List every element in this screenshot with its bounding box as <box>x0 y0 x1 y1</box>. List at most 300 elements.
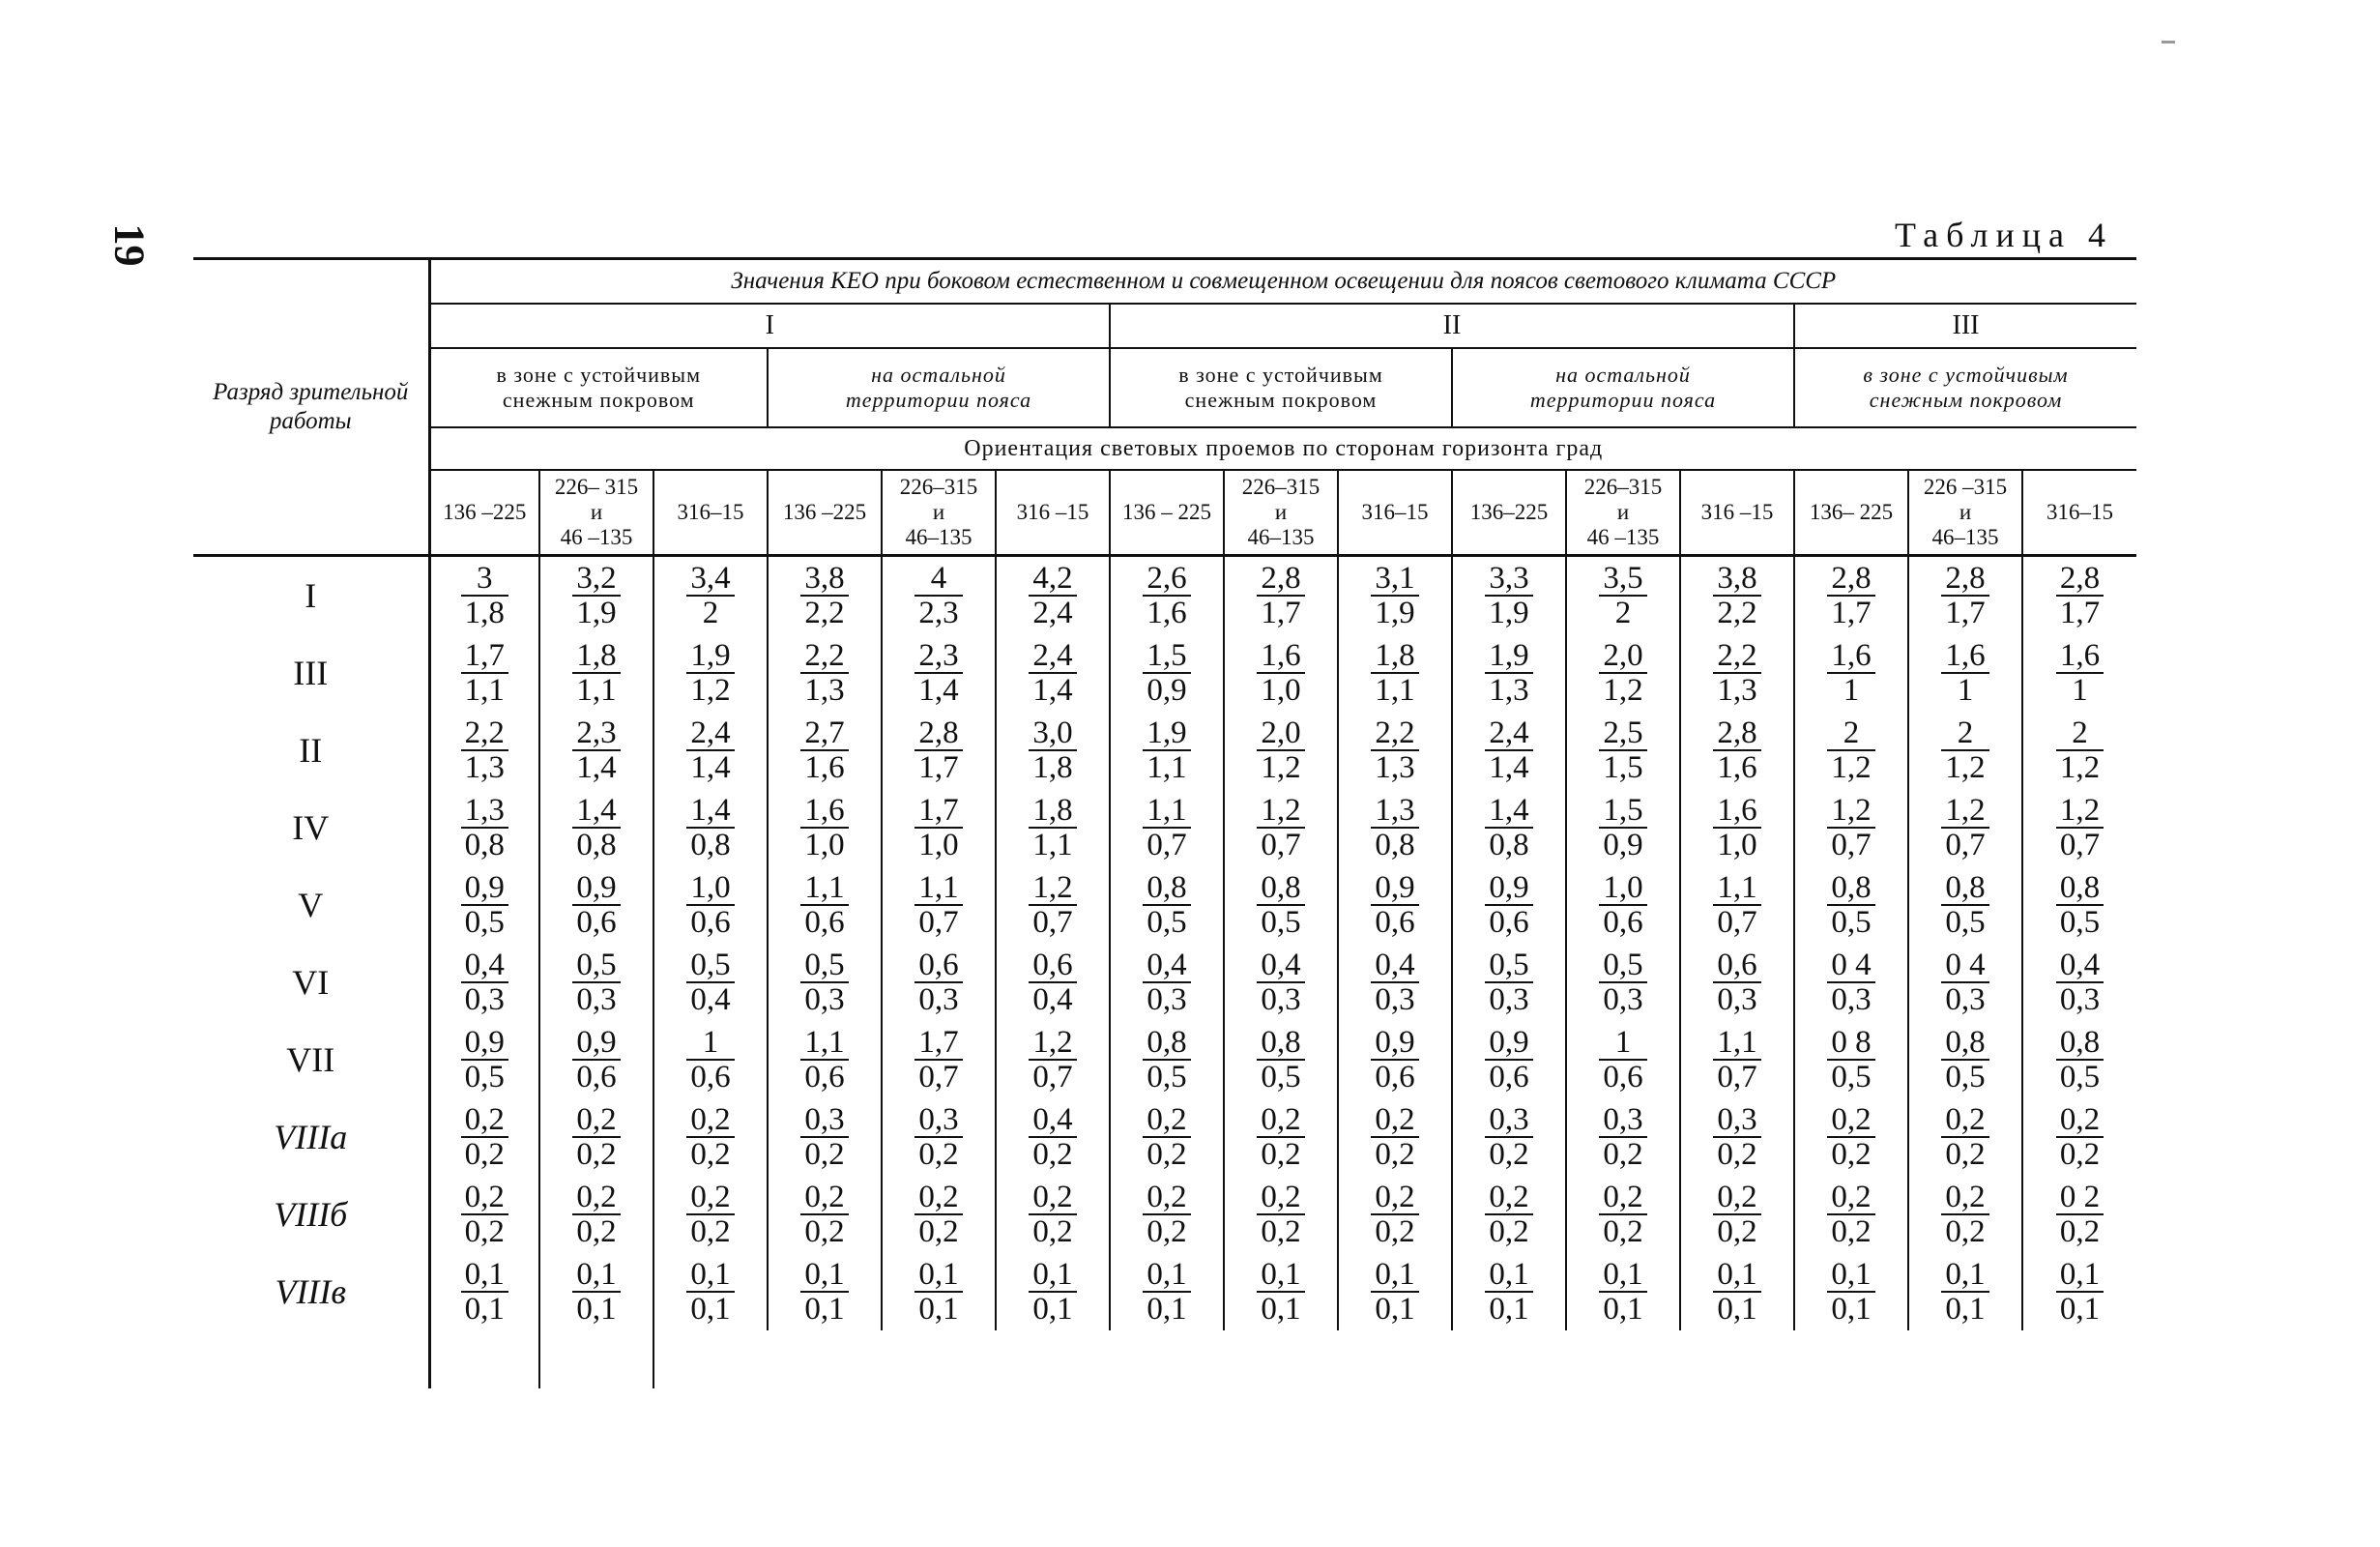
fraction <box>1029 716 1076 784</box>
fraction-numerator: 0,2 <box>1713 1181 1760 1215</box>
fraction <box>1827 1181 1874 1248</box>
fraction <box>461 1181 508 1248</box>
row-header: Разряд зрительной работы <box>193 259 429 556</box>
fraction-numerator: 1,0 <box>1599 871 1646 906</box>
fraction <box>1713 1103 1760 1171</box>
fraction <box>1143 1103 1190 1171</box>
fraction-denominator: 0,2 <box>1603 1137 1643 1172</box>
fraction-denominator: 0,8 <box>1375 828 1415 862</box>
grade-label: I <box>305 576 317 615</box>
fraction-denominator: 0,1 <box>1261 1292 1301 1327</box>
fraction-numerator: 1,6 <box>1941 639 1988 674</box>
fraction-numerator: 0,2 <box>572 1181 620 1215</box>
fraction-numerator: 0,2 <box>1941 1103 1988 1138</box>
keo-value <box>768 1098 882 1176</box>
fraction <box>686 716 734 784</box>
fraction-numerator: 3,8 <box>1713 562 1760 597</box>
keo-value <box>653 634 768 712</box>
keo-value <box>882 634 996 712</box>
table-row <box>193 1098 2136 1176</box>
keo-value <box>1680 944 1794 1021</box>
fraction <box>1143 871 1190 939</box>
fraction <box>2056 794 2104 861</box>
fraction-numerator: 0,5 <box>1599 949 1646 983</box>
fraction-denominator: 0,1 <box>690 1292 731 1327</box>
fraction <box>1599 871 1646 939</box>
fraction-denominator: 0,2 <box>1146 1137 1187 1172</box>
fraction <box>1599 1258 1646 1326</box>
fraction <box>1257 1181 1304 1248</box>
fraction-denominator: 0,1 <box>1032 1292 1073 1327</box>
fraction <box>1143 1026 1190 1094</box>
fraction <box>572 1103 620 1171</box>
fraction-denominator: 0,5 <box>1945 1060 1986 1095</box>
fraction-numerator: 0,2 <box>914 1181 962 1215</box>
fraction-denominator: 0,1 <box>1375 1292 1415 1327</box>
fraction-denominator: 0,1 <box>1603 1292 1643 1327</box>
fraction-numerator: 2 <box>1941 716 1988 751</box>
fraction <box>1029 1181 1076 1248</box>
keo-value <box>1908 712 2022 789</box>
keo-value <box>1908 556 2022 635</box>
keo-value <box>429 1176 539 1253</box>
fraction <box>2056 639 2104 707</box>
fraction-denominator: 0,7 <box>1717 1060 1757 1095</box>
fraction-numerator: 1,5 <box>1599 794 1646 829</box>
fraction-denominator: 1,0 <box>804 828 845 862</box>
fraction-denominator: 1,9 <box>1489 596 1529 630</box>
keo-value <box>1224 1098 1338 1176</box>
grade-label: V <box>298 886 324 924</box>
fraction-denominator: 0,2 <box>2059 1137 2101 1172</box>
fraction <box>1371 1103 1418 1171</box>
fraction-denominator: 0,2 <box>1261 1214 1301 1249</box>
keo-value <box>768 944 882 1021</box>
fraction <box>461 1258 508 1326</box>
fraction-numerator: 0,1 <box>461 1258 508 1293</box>
keo-value <box>1338 789 1452 866</box>
fraction-numerator: 1,1 <box>800 1026 848 1061</box>
fraction-denominator: 0,6 <box>1489 905 1529 940</box>
keo-value <box>768 1021 882 1098</box>
keo-value <box>1338 944 1452 1021</box>
fraction-denominator: 1,2 <box>1603 673 1643 708</box>
fraction-denominator: 0,6 <box>804 905 845 940</box>
keo-value <box>882 712 996 789</box>
fraction-denominator: 0,9 <box>1603 828 1643 862</box>
keo-value <box>996 944 1110 1021</box>
fraction-numerator: 3,8 <box>800 562 848 597</box>
fraction-denominator: 0,4 <box>690 982 731 1017</box>
fraction-numerator: 0,1 <box>1713 1258 1760 1293</box>
fraction <box>1485 871 1532 939</box>
keo-value <box>539 1021 653 1098</box>
fraction-numerator: 1,2 <box>1029 871 1076 906</box>
fraction-denominator: 1,9 <box>1375 596 1415 630</box>
fraction-denominator: 0,6 <box>804 1060 845 1095</box>
fraction <box>1029 562 1076 629</box>
fraction <box>1485 949 1532 1016</box>
keo-value <box>768 866 882 944</box>
zone-header: III <box>1794 304 2136 348</box>
keo-value <box>882 944 996 1021</box>
keo-value <box>1908 634 2022 712</box>
fraction-denominator: 1,2 <box>1945 750 1986 785</box>
fraction <box>1257 1258 1304 1326</box>
fraction-numerator: 0,8 <box>1827 871 1874 906</box>
direction-header: 316–15 <box>653 470 768 556</box>
fraction-numerator: 1,2 <box>1827 794 1874 829</box>
fraction-denominator: 0,1 <box>1146 1292 1187 1327</box>
fraction <box>800 871 848 939</box>
keo-value <box>1794 789 1908 866</box>
keo-value <box>1224 712 1338 789</box>
keo-value <box>1224 1253 1338 1330</box>
fraction <box>461 794 508 861</box>
scan-mark <box>2162 41 2175 44</box>
fraction <box>2056 871 2104 939</box>
fraction-denominator: 0,7 <box>918 905 959 940</box>
keo-value <box>1452 1253 1566 1330</box>
fraction <box>2056 1103 2104 1171</box>
fraction-numerator: 1,9 <box>1143 716 1190 751</box>
fraction-numerator: 0,1 <box>914 1258 962 1293</box>
fraction-numerator: 1,4 <box>1485 794 1532 829</box>
keo-value <box>882 789 996 866</box>
fraction-denominator: 0,3 <box>576 982 617 1017</box>
fraction-denominator: 0,5 <box>1146 1060 1187 1095</box>
fraction-numerator: 0,2 <box>572 1103 620 1138</box>
fraction <box>1941 1026 1988 1094</box>
fraction <box>1371 871 1418 939</box>
keo-value <box>429 1021 539 1098</box>
fraction-denominator: 1,7 <box>918 750 959 785</box>
fraction-denominator: 1,8 <box>1032 750 1073 785</box>
grade-label: VI <box>292 963 330 1002</box>
fraction-numerator: 1,6 <box>1257 639 1304 674</box>
keo-value <box>1566 1098 1680 1176</box>
fraction <box>1827 1103 1874 1171</box>
grade-label: VIIIа <box>274 1118 348 1156</box>
fraction <box>2056 1258 2104 1326</box>
fraction-numerator: 1,3 <box>461 794 508 829</box>
fraction-denominator: 0,1 <box>1717 1292 1757 1327</box>
fraction-denominator: 0,7 <box>1831 828 1872 862</box>
fraction-numerator: 0,2 <box>1599 1181 1646 1215</box>
fraction <box>1485 716 1532 784</box>
fraction-numerator: 2,5 <box>1599 716 1646 751</box>
keo-value <box>996 1098 1110 1176</box>
fraction <box>1941 871 1988 939</box>
fraction-denominator: 0,2 <box>1375 1214 1415 1249</box>
keo-value <box>1452 634 1566 712</box>
fraction <box>1371 716 1418 784</box>
fraction-denominator: 1 <box>2072 673 2088 708</box>
keo-value <box>1566 944 1680 1021</box>
fraction <box>1827 1026 1874 1094</box>
fraction-denominator: 1,1 <box>1375 673 1415 708</box>
fraction-denominator: 1,0 <box>918 828 959 862</box>
fraction <box>1827 949 1874 1016</box>
fraction-numerator: 1,3 <box>1371 794 1418 829</box>
fraction-numerator: 3,3 <box>1485 562 1532 597</box>
keo-value <box>768 1253 882 1330</box>
fraction-numerator: 2,8 <box>1713 716 1760 751</box>
fraction-denominator: 2,4 <box>1032 596 1073 630</box>
fraction <box>1029 639 1076 707</box>
fraction-numerator: 0,6 <box>1029 949 1076 983</box>
fraction <box>686 1181 734 1248</box>
fraction <box>1371 562 1418 629</box>
keo-value <box>1566 556 1680 635</box>
fraction-numerator: 1,1 <box>1713 1026 1760 1061</box>
keo-value <box>2022 712 2136 789</box>
keo-value <box>996 1253 1110 1330</box>
keo-value <box>429 866 539 944</box>
fraction-numerator: 0,9 <box>1485 871 1532 906</box>
fraction-numerator: 0,2 <box>1827 1103 1874 1138</box>
fraction-numerator: 0,2 <box>1257 1181 1304 1215</box>
fraction <box>461 639 508 707</box>
fraction-numerator: 2,0 <box>1599 639 1646 674</box>
fraction-numerator: 1,7 <box>914 1026 962 1061</box>
fraction <box>800 716 848 784</box>
fraction <box>686 1258 734 1326</box>
fraction <box>1599 562 1646 629</box>
fraction <box>2056 949 2104 1016</box>
subzone-header: на остальной территории пояса <box>1452 348 1794 427</box>
keo-value <box>2022 556 2136 635</box>
fraction-numerator: 0,8 <box>1257 871 1304 906</box>
fraction-denominator: 0,6 <box>576 1060 617 1095</box>
keo-value <box>1680 789 1794 866</box>
keo-value <box>1794 556 1908 635</box>
fraction-numerator: 1,2 <box>2056 794 2104 829</box>
fraction-denominator: 0,3 <box>1489 982 1529 1017</box>
fraction-denominator: 1,0 <box>1261 673 1301 708</box>
direction-header: 136 –225 <box>768 470 882 556</box>
keo-value <box>1110 1021 1224 1098</box>
fraction-denominator: 1,7 <box>1831 596 1872 630</box>
fraction-denominator: 0,5 <box>464 1060 505 1095</box>
zone-header: II <box>1110 304 1794 348</box>
fraction <box>1371 949 1418 1016</box>
fraction-denominator: 1 <box>1957 673 1974 708</box>
fraction-numerator: 0,1 <box>572 1258 620 1293</box>
direction-header: 136–225 <box>1452 470 1566 556</box>
fraction-denominator: 0,5 <box>1945 905 1986 940</box>
fraction-numerator: 2 <box>1827 716 1874 751</box>
fraction-denominator: 0,2 <box>690 1214 731 1249</box>
fraction <box>461 1103 508 1171</box>
fraction <box>1941 1181 1988 1248</box>
fraction-denominator: 0,3 <box>1945 982 1986 1017</box>
fraction <box>686 949 734 1016</box>
fraction-numerator: 0,9 <box>1371 871 1418 906</box>
keo-value <box>1452 866 1566 944</box>
fraction <box>461 871 508 939</box>
keo-value <box>1338 1176 1452 1253</box>
fraction-numerator: 0,2 <box>461 1181 508 1215</box>
fraction <box>914 1258 962 1326</box>
fraction-numerator: 1,1 <box>800 871 848 906</box>
fraction-numerator: 0,1 <box>1029 1258 1076 1293</box>
fraction-numerator: 0,3 <box>1599 1103 1646 1138</box>
fraction <box>1599 949 1646 1016</box>
keo-value <box>1110 556 1224 635</box>
fraction-denominator: 0,1 <box>1489 1292 1529 1327</box>
fraction-numerator: 0,4 <box>2056 949 2104 983</box>
keo-value <box>1110 789 1224 866</box>
fraction-denominator: 0,4 <box>1032 982 1073 1017</box>
fraction-denominator: 1 <box>1843 673 1860 708</box>
fraction-numerator: 0 2 <box>2056 1181 2104 1215</box>
keo-value <box>882 556 996 635</box>
fraction-denominator: 1,4 <box>576 750 617 785</box>
direction-header: 226–315 и 46–135 <box>1224 470 1338 556</box>
fraction-numerator: 1,0 <box>686 871 734 906</box>
keo-value <box>1680 1253 1794 1330</box>
fraction-numerator: 0,5 <box>800 949 848 983</box>
fraction-numerator: 0,6 <box>1713 949 1760 983</box>
keo-value <box>1224 944 1338 1021</box>
fraction-numerator: 0,2 <box>1029 1181 1076 1215</box>
fraction-numerator: 0,3 <box>1713 1103 1760 1138</box>
fraction <box>572 1258 620 1326</box>
table-tail <box>193 1330 2136 1388</box>
fraction-denominator: 2,2 <box>804 596 845 630</box>
fraction-numerator: 1,6 <box>1827 639 1874 674</box>
fraction-numerator: 4 <box>914 562 962 597</box>
fraction <box>1713 871 1760 939</box>
fraction <box>1371 794 1418 861</box>
keo-value <box>1110 1176 1224 1253</box>
keo-value <box>1566 1176 1680 1253</box>
fraction <box>1143 1258 1190 1326</box>
keo-value <box>1110 712 1224 789</box>
keo-table <box>193 257 2136 1388</box>
fraction <box>1485 1103 1532 1171</box>
keo-value <box>1110 634 1224 712</box>
fraction-numerator: 1,5 <box>1143 639 1190 674</box>
fraction-numerator: 0,8 <box>1143 871 1190 906</box>
keo-value <box>1794 634 1908 712</box>
fraction-numerator: 0,1 <box>2056 1258 2104 1293</box>
fraction-numerator: 0 4 <box>1941 949 1988 983</box>
fraction-numerator: 0,5 <box>572 949 620 983</box>
keo-value <box>1452 556 1566 635</box>
fraction-numerator: 0,2 <box>1941 1181 1988 1215</box>
fraction <box>914 562 962 629</box>
fraction-denominator: 0,1 <box>464 1292 505 1327</box>
fraction-numerator: 2,2 <box>800 639 848 674</box>
fraction <box>1371 1181 1418 1248</box>
fraction-numerator: 1,6 <box>800 794 848 829</box>
fraction <box>461 562 508 629</box>
keo-value <box>1338 634 1452 712</box>
fraction <box>914 1026 962 1094</box>
keo-value <box>2022 1253 2136 1330</box>
direction-header: 136 – 225 <box>1110 470 1224 556</box>
keo-value <box>653 712 768 789</box>
fraction <box>1713 1181 1760 1248</box>
grade-label: VIIIб <box>274 1195 348 1234</box>
fraction-denominator: 0,7 <box>918 1060 959 1095</box>
fraction <box>914 639 962 707</box>
fraction-numerator: 3,4 <box>686 562 734 597</box>
keo-value <box>1224 789 1338 866</box>
fraction-denominator: 0,2 <box>1717 1214 1757 1249</box>
fraction-denominator: 1,6 <box>1146 596 1187 630</box>
fraction <box>572 949 620 1016</box>
fraction-denominator: 0,2 <box>918 1137 959 1172</box>
fraction <box>914 794 962 861</box>
fraction <box>1599 1181 1646 1248</box>
keo-value <box>653 944 768 1021</box>
fraction-denominator: 0,7 <box>1717 905 1757 940</box>
keo-value <box>1566 1021 1680 1098</box>
fraction <box>461 949 508 1016</box>
fraction-denominator: 2 <box>1614 596 1632 630</box>
fraction-denominator: 0,5 <box>2059 905 2101 940</box>
fraction-numerator: 1,6 <box>1713 794 1760 829</box>
fraction-numerator: 2,7 <box>800 716 848 751</box>
fraction-denominator: 0,6 <box>576 905 617 940</box>
fraction-numerator: 0,2 <box>1143 1181 1190 1215</box>
fraction-numerator: 0,9 <box>572 871 620 906</box>
fraction <box>1713 949 1760 1016</box>
keo-value <box>1452 712 1566 789</box>
fraction-numerator: 0,4 <box>1143 949 1190 983</box>
fraction <box>461 1026 508 1094</box>
fraction-denominator: 0,2 <box>2059 1214 2101 1249</box>
fraction-denominator: 1,2 <box>1831 750 1872 785</box>
fraction <box>1143 949 1190 1016</box>
fraction <box>1485 1026 1532 1094</box>
fraction-numerator: 1,9 <box>686 639 734 674</box>
fraction-denominator: 0,3 <box>804 982 845 1017</box>
table-title: Таблица 4 <box>1895 216 2113 254</box>
fraction-denominator: 0,2 <box>464 1214 505 1249</box>
keo-value <box>1338 1253 1452 1330</box>
fraction <box>1257 1026 1304 1094</box>
subzone-header: в зоне с устойчивым снежным покровом <box>1794 348 2136 427</box>
fraction <box>1827 1258 1874 1326</box>
fraction-denominator: 1,1 <box>1146 750 1187 785</box>
fraction-denominator: 1,7 <box>1945 596 1986 630</box>
fraction <box>1257 871 1304 939</box>
direction-header: 316–15 <box>2022 470 2136 556</box>
fraction-numerator: 2,0 <box>1257 716 1304 751</box>
keo-value <box>2022 944 2136 1021</box>
keo-value <box>1224 556 1338 635</box>
fraction-denominator: 0,2 <box>464 1137 505 1172</box>
keo-value <box>768 789 882 866</box>
keo-value <box>2022 866 2136 944</box>
fraction <box>1599 794 1646 861</box>
fraction-numerator: 0,1 <box>1941 1258 1988 1293</box>
fraction-denominator: 1,7 <box>2059 596 2101 630</box>
grade-label: III <box>293 654 329 692</box>
fraction-denominator: 0,2 <box>1831 1137 1872 1172</box>
fraction-numerator: 2,8 <box>2056 562 2104 597</box>
fraction-numerator: 1,2 <box>1029 1026 1076 1061</box>
fraction <box>1371 1258 1418 1326</box>
fraction <box>1941 1258 1988 1326</box>
fraction-numerator: 1,8 <box>572 639 620 674</box>
fraction <box>1941 562 1988 629</box>
fraction-numerator: 2,4 <box>1485 716 1532 751</box>
